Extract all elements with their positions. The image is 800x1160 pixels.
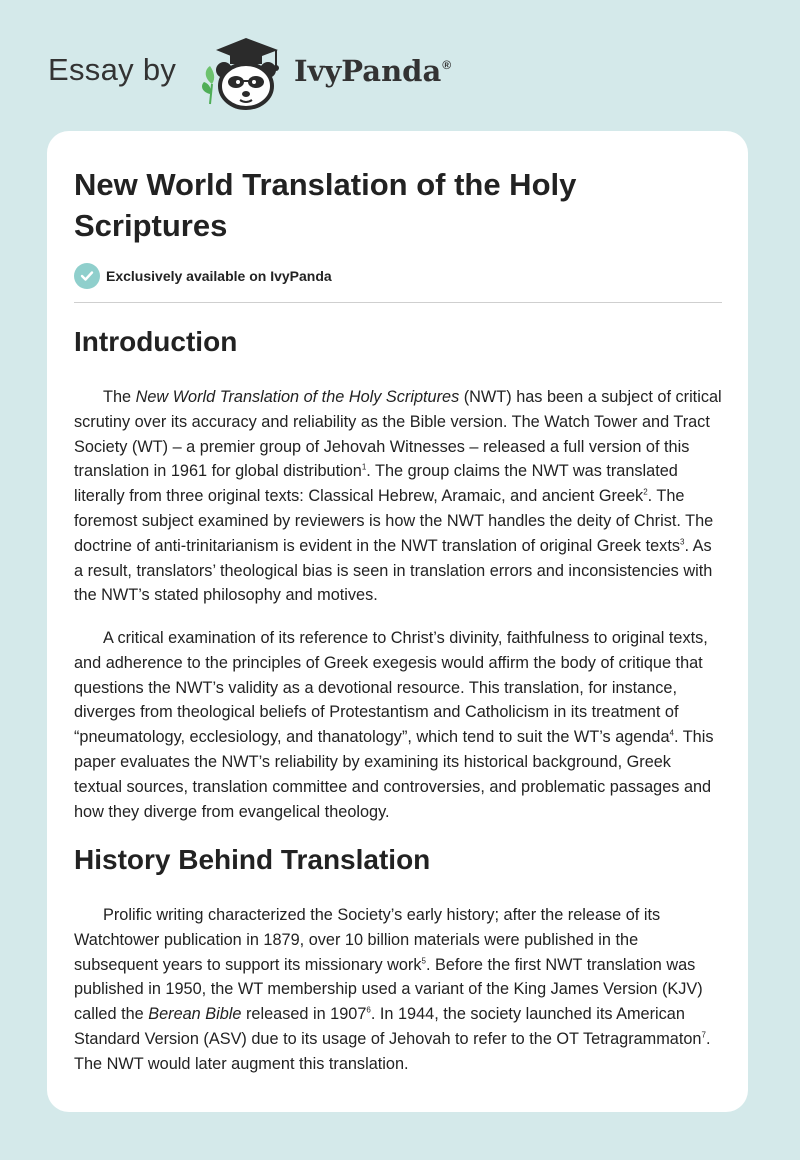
footnote-ref[interactable]: 1 bbox=[361, 462, 367, 472]
footnote-ref[interactable]: 5 bbox=[421, 956, 426, 966]
footnote-ref[interactable]: 2 bbox=[643, 487, 648, 497]
paragraph bbox=[74, 626, 722, 824]
text-run: A critical examination of its reference to Christ’s divinity, faithfulness to original texts, and adherence to the principles of Greek exegesis would affirm the body of critique that questions the NWT’s validity as a devotional resource. This translation, for instance, diverges from theological beliefs of Protestantism and Catholicism in its treatment of “pneumatology, ecclesiology, and thanatology”, which tend to suit the WT’s agenda bbox=[74, 629, 708, 747]
title-divider bbox=[74, 302, 722, 303]
essay-by-label: Essay by bbox=[48, 52, 177, 87]
paragraph bbox=[74, 385, 722, 608]
section-heading-history: History Behind Translation bbox=[74, 844, 431, 875]
section-heading-introduction: Introduction bbox=[74, 326, 238, 357]
text-run: . In 1944, the society launched its American Standard Version (ASV) due to its usage of Jehovah to refer to the OT Tetragrammaton bbox=[74, 1005, 702, 1048]
essay-card bbox=[47, 131, 748, 1112]
text-run: . The group claims the NWT was translated literally from three original texts: Classical Hebrew, Aramaic, and ancient Greek bbox=[74, 462, 678, 506]
exclusive-badge bbox=[74, 262, 332, 290]
footnote-ref[interactable]: 6 bbox=[366, 1005, 371, 1015]
text-run: (NWT) has been a subject of critical scrutiny over its accuracy and reliability as the Bible version. The Watch Tower and Tract Society (WT) – a premier group of Jehovah Witnesses – released a full version of this translation in 1961 for global distribution bbox=[74, 388, 722, 481]
brand-logo-text[interactable] bbox=[294, 54, 451, 88]
text-run: . The NWT would later augment this translation. bbox=[74, 1029, 711, 1073]
panda-logo-icon[interactable] bbox=[198, 32, 286, 112]
text-run: released in 1907 bbox=[241, 1005, 367, 1024]
page-title: New World Translation of the Holy Scriptures bbox=[74, 167, 577, 243]
text-run: . This paper evaluates the NWT’s reliability by examining its historical background, Greek textual sources, translation committee and controversies, and problematic passages and how they diverge from evangelical theology. bbox=[74, 728, 714, 821]
italic-title: Berean Bible bbox=[148, 1005, 242, 1024]
site-header bbox=[48, 32, 748, 112]
trademark-symbol: ® bbox=[442, 58, 452, 72]
footnote-ref[interactable]: 7 bbox=[701, 1030, 706, 1040]
text-run: Prolific writing characterized the Society’s early history; after the release of its Watchtower publication in 1879, over 10 billion materials were published in the subsequent years to support its missionary work bbox=[74, 906, 661, 974]
paragraph bbox=[74, 903, 722, 1077]
check-circle-icon bbox=[74, 263, 100, 289]
brand-name: IvyPanda bbox=[294, 54, 442, 88]
text-run: . The foremost subject examined by reviewers is how the NWT handles the deity of Christ. The doctrine of anti-trinitarianism is evident in the NWT translation of original Greek texts bbox=[74, 487, 714, 555]
text-run: . As a result, translators’ theological bias is seen in translation errors and inconsistencies with the NWT’s stated philosophy and motives. bbox=[74, 536, 713, 605]
exclusive-label: Exclusively available on IvyPanda bbox=[106, 268, 332, 284]
italic-title: New World Translation of the Holy Scriptures bbox=[135, 388, 460, 406]
text-run: . Before the first NWT translation was published in 1950, the WT membership used a variant of the King James Version (KJV) called the bbox=[74, 955, 703, 1024]
footnote-ref[interactable]: 3 bbox=[679, 537, 685, 547]
text-run: The bbox=[103, 388, 136, 406]
footnote-ref[interactable]: 4 bbox=[669, 728, 674, 738]
